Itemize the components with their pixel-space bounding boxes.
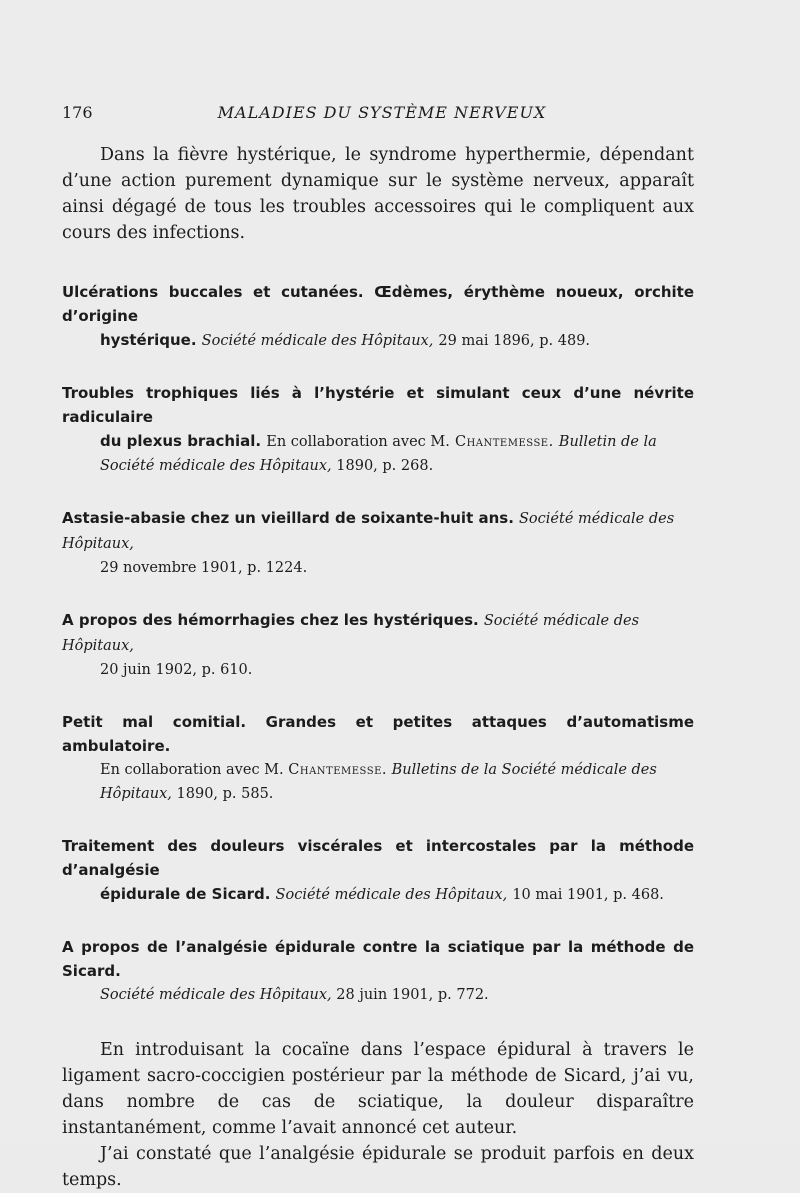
entry-title-cont: du plexus brachial. bbox=[100, 432, 262, 450]
entry-title-cont: hystérique. bbox=[100, 331, 197, 349]
entry-first-line bbox=[62, 608, 694, 658]
bibliography-entry bbox=[62, 710, 694, 806]
entry-title: Ulcérations buccales et cutanées. Œdèmes, érythème noueux, orchite d’origine bbox=[62, 283, 694, 325]
entry-collab: En collaboration avec M. bbox=[100, 762, 284, 778]
entry-journal: Société médicale des Hôpitaux, bbox=[62, 613, 640, 654]
entry-continuation bbox=[62, 882, 694, 907]
entry-continuation bbox=[62, 983, 694, 1007]
entry-journal: Société médicale des Hôpitaux, bbox=[201, 333, 434, 349]
entry-title: Troubles trophiques liés à l’hystérie et simulant ceux d’une névrite radiculaire bbox=[62, 384, 694, 426]
entry-date: 29 mai 1896, p. 489. bbox=[438, 333, 591, 349]
entry-continuation bbox=[62, 454, 694, 478]
entry-continuation bbox=[62, 328, 694, 353]
entry-date: 1890, p. 268. bbox=[336, 458, 434, 474]
page-body bbox=[62, 142, 694, 1193]
bibliography-entry bbox=[62, 935, 694, 1007]
bibliography-entry bbox=[62, 834, 694, 907]
bibliography-entry bbox=[62, 280, 694, 353]
body-paragraph: J’ai constaté que l’analgésie épidurale se produit parfois en deux temps. bbox=[62, 1144, 694, 1190]
entry-journal: Société médicale des Hôpitaux, bbox=[100, 987, 332, 1003]
entry-title: Astasie-abasie chez un vieillard de soixante-huit ans. bbox=[62, 509, 514, 527]
entry-journal: Société médicale des Hôpitaux, bbox=[275, 887, 508, 903]
bibliography-entry bbox=[62, 381, 694, 478]
entry-title: Traitement des douleurs viscérales et intercostales par la méthode d’analgésie bbox=[62, 837, 694, 879]
entry-journal-cont: Société médicale des Hôpitaux, bbox=[100, 458, 332, 474]
entry-date: 20 juin 1902, p. 610. bbox=[100, 662, 253, 678]
entry-continuation bbox=[62, 429, 694, 454]
bibliography-entry bbox=[62, 608, 694, 682]
entry-date: 1890, p. 585. bbox=[176, 786, 274, 802]
entry-date: 29 novembre 1901, p. 1224. bbox=[100, 560, 308, 576]
body-paragraph: En introduisant la cocaïne dans l’espace épidural à travers le ligament sacro-coccigien postérieur par la méthode de Sicard, j’ai vu, dans nombre de cas de sciatique, la douleur disparaître instantanément, comme l’avait annoncé cet auteur. bbox=[62, 1040, 694, 1138]
entry-continuation bbox=[62, 758, 694, 782]
entry-journal-cont: Hôpitaux, bbox=[100, 786, 172, 802]
running-title: MALADIES DU SYSTÈME NERVEUX bbox=[217, 103, 547, 122]
entry-continuation bbox=[62, 782, 694, 806]
entry-first-line bbox=[62, 506, 694, 556]
entry-title: Petit mal comitial. Grandes et petites attaques d’automatisme ambulatoire. bbox=[62, 713, 694, 755]
page-number: 176 bbox=[62, 103, 93, 122]
entry-title: A propos des hémorrhagies chez les hystériques. bbox=[62, 611, 479, 629]
entry-journal: Bulletin de la bbox=[558, 434, 657, 450]
entry-title: A propos de l’analgésie épidurale contre la sciatique par la méthode de Sicard. bbox=[62, 938, 694, 980]
entry-collab: En collaboration avec M. bbox=[266, 434, 450, 450]
entry-journal: Société médicale des Hôpitaux, bbox=[62, 511, 675, 552]
intro-paragraph: Dans la fièvre hystérique, le syndrome hyperthermie, dépendant d’une action purement dynamique sur le système nerveux, apparaît ainsi dégagé de tous les troubles accessoires qui le compliquent aux cours des infections. bbox=[62, 145, 694, 243]
entry-title-cont: épidurale de Sicard. bbox=[100, 885, 271, 903]
entry-collab-name: Chantemesse. bbox=[288, 762, 387, 778]
entry-journal: Bulletins de la Société médicale des bbox=[391, 762, 657, 778]
entry-collab-name: Chantemesse. bbox=[454, 434, 554, 450]
bibliography-entry bbox=[62, 506, 694, 580]
entry-date: 10 mai 1901, p. 468. bbox=[512, 887, 664, 903]
entry-date: 28 juin 1901, p. 772. bbox=[336, 987, 489, 1003]
